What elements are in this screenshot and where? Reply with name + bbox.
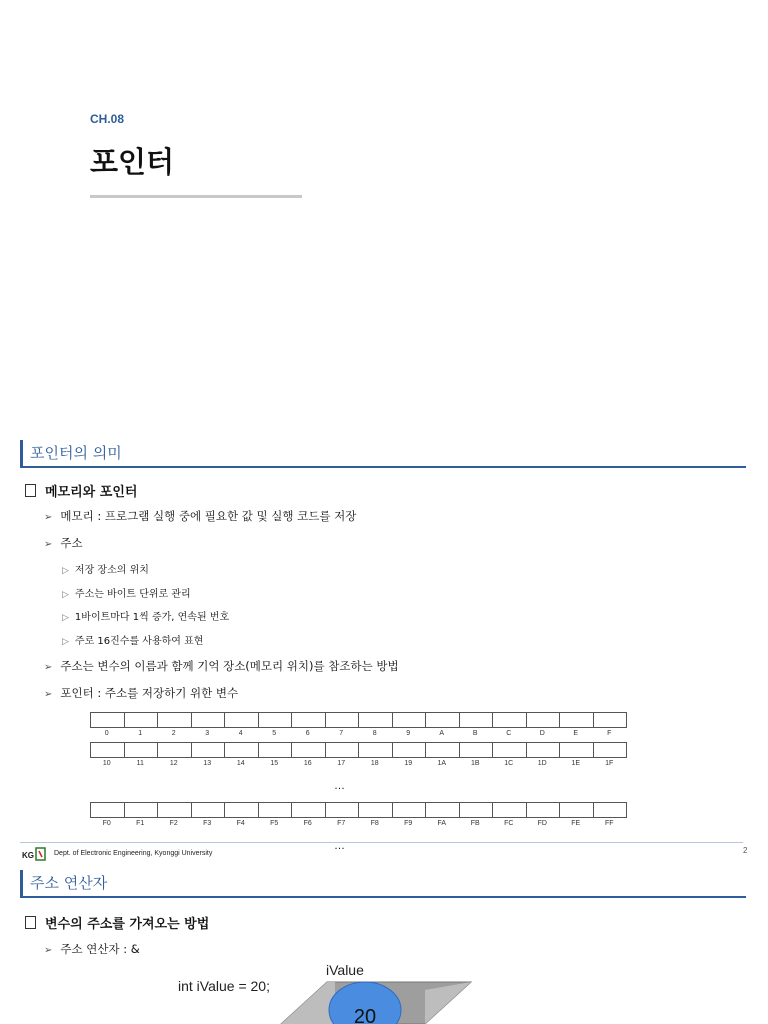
memory-cell bbox=[393, 742, 427, 758]
memory-address-label: F9 bbox=[404, 820, 413, 827]
arrow-bullet-icon: ➢ bbox=[44, 512, 53, 523]
memory-cell bbox=[90, 802, 125, 818]
memory-cell bbox=[125, 802, 159, 818]
memory-cell bbox=[225, 712, 259, 728]
arrow-bullet-icon: ➢ bbox=[44, 539, 53, 550]
triangle-bullet-icon: ▷ bbox=[62, 613, 69, 623]
footer-divider bbox=[20, 842, 743, 843]
sub-bullet bbox=[62, 585, 191, 600]
memory-cell bbox=[125, 742, 159, 758]
memory-address-label: 8 bbox=[372, 730, 377, 737]
memory-address-label: 10 bbox=[102, 760, 111, 767]
memory-address-label: 1B bbox=[470, 760, 480, 767]
memory-address-label: A bbox=[439, 730, 445, 737]
memory-cell bbox=[560, 742, 594, 758]
memory-address-label: 13 bbox=[203, 760, 212, 767]
bullet-memory bbox=[44, 508, 356, 524]
memory-cell bbox=[225, 802, 259, 818]
memory-row-1 bbox=[90, 712, 627, 728]
memory-address-label: F6 bbox=[303, 820, 312, 827]
memory-address-label: 1 bbox=[138, 730, 143, 737]
checkbox-icon bbox=[25, 916, 36, 929]
memory-address-label: F0 bbox=[102, 820, 111, 827]
memory-cell bbox=[594, 742, 628, 758]
memory-cell bbox=[527, 802, 561, 818]
bullet-text: 포인터 : 주소를 저장하기 위한 변수 bbox=[60, 686, 239, 700]
slide-title: 포인터 bbox=[90, 145, 175, 179]
memory-address-label: FF bbox=[604, 820, 614, 827]
memory-address-label: 1D bbox=[537, 760, 547, 767]
memory-address-label: 2 bbox=[171, 730, 176, 737]
section-header-address-operator bbox=[20, 870, 746, 898]
value-text: 20 bbox=[353, 1006, 377, 1024]
memory-cell bbox=[326, 742, 360, 758]
footer-ellipsis: … bbox=[334, 840, 345, 852]
memory-row-3 bbox=[90, 802, 627, 818]
sub-bullet bbox=[62, 608, 229, 623]
memory-address-label: 9 bbox=[406, 730, 411, 737]
arrow-bullet-icon: ➢ bbox=[44, 662, 53, 673]
section-heading: 포인터의 의미 bbox=[30, 444, 122, 462]
memory-address-label: 12 bbox=[169, 760, 178, 767]
memory-cell bbox=[594, 712, 628, 728]
memory-address-label: 1A bbox=[437, 760, 447, 767]
memory-address-label: F4 bbox=[236, 820, 245, 827]
memory-cell bbox=[359, 742, 393, 758]
memory-cell bbox=[158, 742, 192, 758]
memory-address-label: FE bbox=[571, 820, 581, 827]
bullet-text: 주소는 변수의 이름과 함께 기억 장소(메모리 위치)를 참조하는 방법 bbox=[60, 659, 399, 673]
bullet-address-reference bbox=[44, 658, 399, 674]
sub-bullet-text: 주로 16진수를 사용하여 표현 bbox=[74, 636, 204, 647]
memory-address-label: B bbox=[472, 730, 478, 737]
memory-address-label: F3 bbox=[203, 820, 212, 827]
memory-cell-diagram bbox=[275, 980, 475, 1024]
bullet-address-operator bbox=[44, 941, 140, 957]
memory-address-label: C bbox=[506, 730, 512, 737]
memory-address-label: FD bbox=[537, 820, 547, 827]
memory-cell bbox=[259, 712, 293, 728]
memory-address-label: F1 bbox=[136, 820, 145, 827]
memory-address-label: E bbox=[573, 730, 579, 737]
memory-address-label: 0 bbox=[104, 730, 109, 737]
svg-text:KG: KG bbox=[22, 851, 34, 860]
memory-address-label: 14 bbox=[236, 760, 245, 767]
memory-address-label: F5 bbox=[270, 820, 279, 827]
memory-cell bbox=[426, 712, 460, 728]
memory-cell bbox=[560, 802, 594, 818]
memory-labels-1 bbox=[90, 730, 626, 737]
memory-cell bbox=[560, 712, 594, 728]
memory-address-label: 16 bbox=[303, 760, 312, 767]
bullet-text: 주소 bbox=[60, 536, 83, 550]
triangle-bullet-icon: ▷ bbox=[62, 590, 69, 600]
memory-cell bbox=[426, 802, 460, 818]
arrow-bullet-icon: ➢ bbox=[44, 689, 53, 700]
section-title-text: 메모리와 포인터 bbox=[45, 485, 138, 500]
memory-address-label: 6 bbox=[305, 730, 310, 737]
memory-cell bbox=[292, 802, 326, 818]
memory-cell bbox=[292, 742, 326, 758]
memory-cell bbox=[259, 742, 293, 758]
memory-cell bbox=[158, 802, 192, 818]
memory-address-label: 4 bbox=[238, 730, 243, 737]
memory-cell bbox=[359, 712, 393, 728]
memory-cell bbox=[326, 712, 360, 728]
memory-cell bbox=[359, 802, 393, 818]
memory-address-label: 18 bbox=[370, 760, 379, 767]
memory-cell bbox=[292, 712, 326, 728]
section-header-pointer-meaning bbox=[20, 440, 746, 468]
memory-cell bbox=[259, 802, 293, 818]
memory-cell bbox=[90, 712, 125, 728]
sub-bullet bbox=[62, 632, 203, 647]
memory-labels-3 bbox=[90, 820, 626, 827]
memory-cell bbox=[326, 802, 360, 818]
page-number: 2 bbox=[743, 846, 748, 855]
section-title bbox=[25, 913, 209, 932]
memory-cell bbox=[460, 802, 494, 818]
triangle-bullet-icon: ▷ bbox=[62, 566, 69, 576]
memory-cell bbox=[493, 802, 527, 818]
memory-address-label: F bbox=[607, 730, 612, 737]
memory-cell bbox=[460, 712, 494, 728]
triangle-bullet-icon: ▷ bbox=[62, 637, 69, 647]
memory-address-label: F7 bbox=[337, 820, 346, 827]
memory-address-label: D bbox=[539, 730, 545, 737]
memory-address-label: FB bbox=[470, 820, 480, 827]
section-title bbox=[25, 481, 137, 500]
memory-address-label: F8 bbox=[370, 820, 379, 827]
checkbox-icon bbox=[25, 484, 36, 497]
memory-cell bbox=[225, 742, 259, 758]
memory-address-label: 17 bbox=[337, 760, 346, 767]
memory-cell bbox=[125, 712, 159, 728]
memory-address-label: 5 bbox=[272, 730, 277, 737]
memory-labels-2 bbox=[90, 760, 626, 767]
section-heading: 주소 연산자 bbox=[30, 874, 108, 892]
code-snippet: int iValue = 20; bbox=[178, 978, 270, 994]
kgu-logo-icon bbox=[22, 847, 52, 861]
memory-address-label: F2 bbox=[169, 820, 178, 827]
memory-address-label: 1E bbox=[571, 760, 581, 767]
sub-bullet-text: 주소는 바이트 단위로 관리 bbox=[74, 589, 191, 600]
memory-cell bbox=[192, 712, 226, 728]
memory-address-label: 1F bbox=[605, 760, 614, 767]
memory-address-label: 7 bbox=[339, 730, 344, 737]
memory-cell bbox=[594, 802, 628, 818]
memory-cell bbox=[393, 712, 427, 728]
memory-ellipsis: … bbox=[334, 780, 345, 792]
memory-cell bbox=[527, 712, 561, 728]
memory-address-label: 15 bbox=[270, 760, 279, 767]
variable-label: iValue bbox=[326, 962, 364, 978]
memory-address-label: 11 bbox=[136, 760, 144, 767]
arrow-bullet-icon: ➢ bbox=[44, 945, 53, 956]
bullet-text: 주소 연산자 : & bbox=[60, 942, 140, 956]
memory-cell bbox=[90, 742, 125, 758]
memory-cell bbox=[192, 742, 226, 758]
memory-cell bbox=[393, 802, 427, 818]
footer-department: Dept. of Electronic Engineering, Kyonggi University bbox=[54, 850, 213, 857]
sub-bullet-text: 저장 장소의 위치 bbox=[74, 565, 149, 576]
memory-cell bbox=[158, 712, 192, 728]
memory-cell bbox=[493, 712, 527, 728]
bullet-text: 메모리 : 프로그램 실행 중에 필요한 값 및 실행 코드를 저장 bbox=[60, 509, 357, 523]
memory-address-label: FA bbox=[437, 820, 447, 827]
memory-address-label: FC bbox=[504, 820, 514, 827]
memory-address-label: 1C bbox=[504, 760, 514, 767]
memory-cell bbox=[460, 742, 494, 758]
memory-address-label: 3 bbox=[205, 730, 210, 737]
bullet-address bbox=[44, 535, 83, 551]
sub-bullet bbox=[62, 561, 149, 576]
memory-address-label: 19 bbox=[404, 760, 413, 767]
title-slide bbox=[0, 0, 768, 435]
memory-cell bbox=[192, 802, 226, 818]
sub-bullet-text: 1바이트마다 1씩 증가, 연속된 번호 bbox=[74, 612, 230, 623]
bullet-pointer-def bbox=[44, 685, 238, 701]
chapter-label: CH.08 bbox=[90, 112, 125, 126]
title-underline bbox=[90, 195, 302, 198]
memory-row-2 bbox=[90, 742, 627, 758]
section-title-text: 변수의 주소를 가져오는 방법 bbox=[45, 917, 210, 932]
memory-cell bbox=[493, 742, 527, 758]
memory-cell bbox=[426, 742, 460, 758]
memory-cell bbox=[527, 742, 561, 758]
